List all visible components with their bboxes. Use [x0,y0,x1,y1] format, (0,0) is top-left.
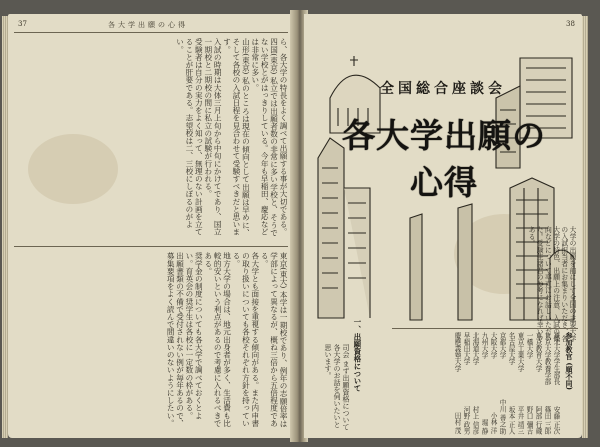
text-column: 地方大学の場合は、地元出身者が多く、生活費も比較的安いという利点があるので考慮に入れるべきである。 [203,252,232,427]
participant-name: 田村 茂 [453,412,461,434]
left-upper-text-block [14,38,288,242]
participant-name: 坂本 正人 [507,405,515,434]
participant-entry [515,332,524,434]
participant-entry [488,332,497,434]
participant-entry [533,332,542,434]
page-edges-right [582,16,588,438]
participants-note: (順不同) [565,362,574,391]
participant-affiliation: 東北大学学生部長 [552,332,560,385]
participant-affiliation: 北海道大学 [471,332,479,365]
header-rule [14,32,288,33]
running-head: 各大学出願の心得 [108,21,188,29]
participant-name: 河野 政男 [462,405,470,434]
text-column: 奨学金の制度についても各大学で調べておくとよい。育英会の奨学生は各校に一定数の枠がある。 [184,252,204,420]
title-illustration [310,38,576,342]
text-column: 東京(東大) 本学は一期校であり、例年の志願倍率は学部によって異なるが、概ね三倍から五倍程度である。 [260,252,288,428]
participant-entry [452,332,461,434]
participant-name: 安藤 正次 [552,405,560,434]
text-column: 山形(東京) 私のところは現在の傾向として出願は早めに、そして各校の入試日程を見合わせて受験すべきだと思います。 [222,38,251,237]
participant-name: 平井 靖三 [516,405,524,434]
participant-name: 小林 洋 [489,412,497,434]
participant-affiliation: 東京工業大学 [516,332,524,372]
text-column: 四国(東京) 私立では出願者数の非常に多い学校と、そうでない学校とがはっきりしている。今年も早稲田、慶応などは非常に多い。 [250,38,279,237]
participant-affiliation: 名古屋大学 [507,332,515,365]
participant-affiliation: 東京教育大学 [534,332,542,372]
participant-affiliation: 九州大学 [480,332,488,359]
participant-name: 中川 善之助 [498,398,506,434]
text-column: 出願書類の不備で受付されない例が毎年あるので、募集要項をよく読んで間違いのないようにしたい。 [166,252,185,427]
participant-affiliation: 早稲田大学 [462,332,470,365]
page-number-right: 38 [566,20,575,28]
participants-heading-text: 参加教官 [565,332,574,360]
participant-affiliation: 一橋大学 [525,332,533,359]
participants-rule [392,328,578,329]
left-page [8,14,294,438]
participant-affiliation: 慶應義塾大学 [453,332,461,372]
text-column: 入試の時期は大体三月上旬から中旬にかけてであり、国立一期校と二期校の間に私立の試験が行われる。 [203,38,223,236]
participant-name: 篠田 三郎 [543,405,551,434]
participant-name: 阿部 行蔵 [534,405,542,434]
text-column: ら、各大学の特長をよく調べて出願する事が大切である。 [279,38,288,236]
participant-affiliation: 大阪大学 [489,332,497,359]
article-kicker: 全国総合座談会 [380,81,506,97]
participant-name: 堀 静 [480,418,488,434]
text-column: 受験者は自分の実力をよく知って、無理のない計画を立てることが肝要である。志望校は二、三校にしぼるのがよい。 [175,38,204,236]
participant-entry [479,332,488,434]
page-number-left: 37 [18,20,27,28]
participant-entry [497,332,506,434]
participant-name: 野口 彌吉 [525,405,533,434]
participant-entry [470,332,479,434]
participant-entry [524,332,533,434]
participant-entry [551,332,560,434]
left-lower-text-block [14,252,288,434]
participant-entry [506,332,515,434]
participant-affiliation: 東京大学教養学部 [543,332,551,385]
section-heading: 一、出願資格について [353,318,362,392]
participants-box [394,332,578,436]
participant-affiliation: 京都大学 [498,332,506,359]
right-page [304,14,582,438]
text-column: 各大学とも面接を重視する傾向がある。また内申書の取り扱いについても各校それぞれ方針を持っている。 [231,252,260,427]
section-body: 司会 まず出願資格について各大学のお話を伺いたいと思います。 [324,344,350,431]
participant-entry [542,332,551,434]
column-divider-rule [14,246,288,247]
article-title: 各大学出願の心得 [342,116,546,202]
participant-entry [461,332,470,434]
participants-list [452,332,560,436]
participants-heading [564,332,574,390]
article-intro: 大学の出願を前にして全国の主要大学の入試担当者にお集まりいただき、各大学の特色、出願上の注意、入試の傾向などについて率直にお話しいただいた。受験生諸君の参考になれば幸いである。 [526,226,576,342]
participant-name: 村上 信彦 [471,405,479,434]
